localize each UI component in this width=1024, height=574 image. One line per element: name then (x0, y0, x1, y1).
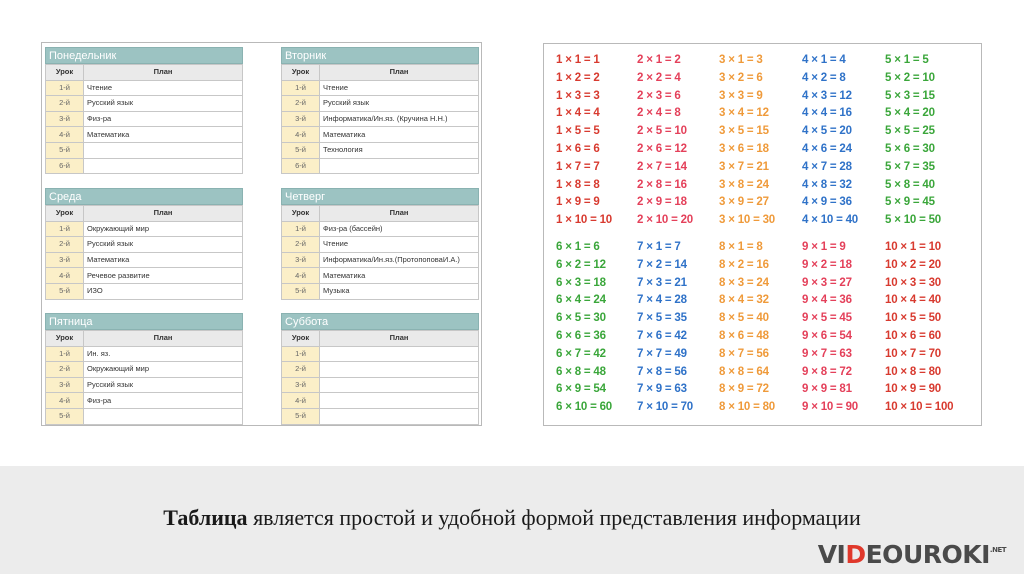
lesson-subject: Русский язык (84, 237, 243, 253)
lesson-number: 2-й (282, 237, 320, 253)
lesson-number: 1-й (282, 221, 320, 237)
mult-fact: 1 × 9 = 9 (556, 196, 600, 209)
lesson-number: 6-й (46, 158, 84, 174)
mult-column-2 (637, 52, 693, 230)
mult-fact: 1 × 2 = 2 (556, 71, 600, 84)
mult-fact: 9 × 10 = 90 (802, 401, 858, 414)
caption-text: является простой и удобной формой представления информации (247, 505, 861, 530)
mult-fact: 3 × 2 = 6 (719, 71, 763, 84)
day-table (45, 330, 243, 425)
mult-fact: 4 × 4 = 16 (802, 107, 852, 120)
mult-fact: 5 × 1 = 5 (885, 54, 929, 66)
slide-caption (0, 505, 1024, 531)
lesson-number: 3-й (282, 252, 320, 268)
mult-fact: 1 × 7 = 7 (556, 160, 600, 173)
mult-column-6 (556, 239, 612, 417)
mult-fact: 5 × 9 = 45 (885, 196, 935, 209)
lesson-subject: Математика (320, 268, 479, 284)
mult-fact: 10 × 4 = 40 (885, 294, 941, 307)
lesson-number: 4-й (282, 393, 320, 409)
lesson-row (46, 142, 243, 158)
lesson-subject: Физ-ра (84, 111, 243, 127)
lesson-row (282, 127, 479, 143)
lesson-row (282, 80, 479, 96)
day-table (45, 64, 243, 174)
lesson-subject: Чтение (320, 237, 479, 253)
mult-fact: 2 × 9 = 18 (637, 196, 687, 209)
lesson-row (282, 408, 479, 424)
lesson-number: 1-й (46, 346, 84, 362)
mult-fact: 4 × 2 = 8 (802, 71, 846, 84)
mult-column-4 (802, 52, 858, 230)
column-header-lesson: Урок (282, 331, 320, 347)
lesson-subject (84, 408, 243, 424)
mult-fact: 8 × 9 = 72 (719, 383, 769, 396)
day-block (45, 188, 243, 300)
lesson-number: 4-й (46, 268, 84, 284)
mult-fact: 7 × 7 = 49 (637, 347, 687, 360)
lesson-subject: Информатика/Ин.яз. (Кручина Н.Н.) (320, 111, 479, 127)
lesson-row (46, 221, 243, 237)
mult-fact: 7 × 4 = 28 (637, 294, 687, 307)
mult-fact: 8 × 7 = 56 (719, 347, 769, 360)
lesson-number: 3-й (46, 111, 84, 127)
lesson-number: 4-й (282, 127, 320, 143)
lesson-subject: Математика (84, 127, 243, 143)
mult-fact: 9 × 1 = 9 (802, 241, 846, 253)
column-header-lesson: Урок (46, 206, 84, 222)
mult-fact: 5 × 10 = 50 (885, 214, 941, 227)
lesson-subject: Математика (84, 252, 243, 268)
lesson-subject: Русский язык (84, 96, 243, 112)
mult-fact: 10 × 9 = 90 (885, 383, 941, 396)
lesson-number: 1-й (46, 80, 84, 96)
lesson-row (282, 96, 479, 112)
mult-fact: 2 × 7 = 14 (637, 160, 687, 173)
mult-fact: 3 × 1 = 3 (719, 54, 763, 66)
column-header-plan: План (84, 331, 243, 347)
lesson-number: 3-й (282, 111, 320, 127)
videouroki-logo: $VIDEOUROKI^{.NET}$ (817, 540, 1006, 569)
lesson-subject (84, 142, 243, 158)
mult-fact: 5 × 4 = 20 (885, 107, 935, 120)
lesson-subject (320, 408, 479, 424)
mult-fact: 9 × 8 = 72 (802, 365, 852, 378)
lesson-number: 4-й (46, 127, 84, 143)
mult-fact: 4 × 3 = 12 (802, 89, 852, 102)
mult-fact: 6 × 2 = 12 (556, 258, 606, 271)
mult-fact: 3 × 5 = 15 (719, 125, 769, 138)
mult-fact: 2 × 4 = 8 (637, 107, 681, 120)
column-header-plan: План (320, 206, 479, 222)
mult-fact: 10 × 7 = 70 (885, 347, 941, 360)
lesson-row (46, 377, 243, 393)
mult-fact: 8 × 8 = 64 (719, 365, 769, 378)
mult-fact: 3 × 7 = 21 (719, 160, 769, 173)
mult-fact: 4 × 8 = 32 (802, 178, 852, 191)
lesson-row (46, 237, 243, 253)
lesson-number: 1-й (282, 346, 320, 362)
lesson-row (282, 221, 479, 237)
mult-fact: 1 × 10 = 10 (556, 214, 612, 227)
lesson-number: 5-й (46, 142, 84, 158)
mult-fact: 2 × 2 = 4 (637, 71, 681, 84)
mult-fact: 10 × 2 = 20 (885, 258, 941, 271)
day-block (281, 188, 479, 300)
mult-fact: 6 × 10 = 60 (556, 401, 612, 414)
mult-fact: 9 × 4 = 36 (802, 294, 852, 307)
mult-fact: 7 × 1 = 7 (637, 241, 681, 253)
mult-fact: 8 × 4 = 32 (719, 294, 769, 307)
mult-column-10 (885, 239, 953, 417)
lesson-row (46, 393, 243, 409)
lesson-row (46, 96, 243, 112)
lesson-subject (320, 393, 479, 409)
mult-fact: 10 × 5 = 50 (885, 312, 941, 325)
lesson-row (46, 111, 243, 127)
mult-fact: 4 × 6 = 24 (802, 142, 852, 155)
mult-fact: 7 × 2 = 14 (637, 258, 687, 271)
lesson-row (282, 237, 479, 253)
mult-fact: 8 × 3 = 24 (719, 276, 769, 289)
lesson-number: 4-й (282, 268, 320, 284)
lesson-subject: Математика (320, 127, 479, 143)
weekly-schedule (41, 42, 482, 426)
day-title: Суббота (281, 313, 479, 330)
mult-fact: 2 × 6 = 12 (637, 142, 687, 155)
mult-fact: 10 × 8 = 80 (885, 365, 941, 378)
day-title: Пятница (45, 313, 243, 330)
lesson-row (282, 252, 479, 268)
day-title: Четверг (281, 188, 479, 205)
mult-fact: 7 × 3 = 21 (637, 276, 687, 289)
mult-fact: 6 × 8 = 48 (556, 365, 606, 378)
lesson-subject (320, 377, 479, 393)
lesson-number: 1-й (282, 80, 320, 96)
lesson-number: 3-й (282, 377, 320, 393)
mult-fact: 10 × 10 = 100 (885, 401, 954, 414)
lesson-number: 2-й (46, 362, 84, 378)
mult-fact: 8 × 1 = 8 (719, 241, 763, 253)
lesson-row (46, 283, 243, 299)
mult-fact: 7 × 8 = 56 (637, 365, 687, 378)
day-title: Вторник (281, 47, 479, 64)
lesson-subject (84, 158, 243, 174)
mult-fact: 4 × 5 = 20 (802, 125, 852, 138)
mult-fact: 9 × 3 = 27 (802, 276, 852, 289)
day-block (45, 313, 243, 425)
lesson-subject (320, 346, 479, 362)
mult-fact: 7 × 6 = 42 (637, 329, 687, 342)
lesson-number: 3-й (46, 377, 84, 393)
mult-fact: 8 × 2 = 16 (719, 258, 769, 271)
mult-fact: 3 × 6 = 18 (719, 142, 769, 155)
mult-fact: 5 × 7 = 35 (885, 160, 935, 173)
lesson-number: 4-й (46, 393, 84, 409)
mult-column-5 (885, 52, 941, 230)
mult-fact: 6 × 7 = 42 (556, 347, 606, 360)
mult-fact: 1 × 4 = 4 (556, 107, 600, 120)
mult-fact: 2 × 3 = 6 (637, 89, 681, 102)
column-header-plan: План (320, 331, 479, 347)
lesson-row (282, 393, 479, 409)
day-table (281, 64, 479, 174)
lesson-row (282, 142, 479, 158)
lesson-row (46, 158, 243, 174)
column-header-lesson: Урок (282, 206, 320, 222)
mult-fact: 9 × 9 = 81 (802, 383, 852, 396)
mult-fact: 1 × 3 = 3 (556, 89, 600, 102)
lesson-subject: Ин. яз. (84, 346, 243, 362)
lesson-subject: Физ-ра (бассейн) (320, 221, 479, 237)
mult-fact: 2 × 10 = 20 (637, 214, 693, 227)
lesson-number: 2-й (282, 362, 320, 378)
mult-fact: 7 × 10 = 70 (637, 401, 693, 414)
mult-fact: 9 × 5 = 45 (802, 312, 852, 325)
lesson-row (282, 111, 479, 127)
lesson-subject: Речевое развитие (84, 268, 243, 284)
lesson-row (282, 158, 479, 174)
mult-fact: 1 × 1 = 1 (556, 54, 600, 66)
mult-fact: 8 × 5 = 40 (719, 312, 769, 325)
lesson-number: 5-й (46, 408, 84, 424)
lesson-row (282, 268, 479, 284)
mult-column-9 (802, 239, 858, 417)
day-block (281, 47, 479, 174)
mult-fact: 3 × 4 = 12 (719, 107, 769, 120)
mult-fact: 1 × 6 = 6 (556, 142, 600, 155)
mult-fact: 3 × 3 = 9 (719, 89, 763, 102)
day-block (281, 313, 479, 425)
mult-fact: 5 × 6 = 30 (885, 142, 935, 155)
column-header-plan: План (84, 65, 243, 81)
mult-fact: 6 × 1 = 6 (556, 241, 600, 253)
lesson-number: 2-й (46, 237, 84, 253)
lesson-number: 1-й (46, 221, 84, 237)
mult-fact: 4 × 10 = 40 (802, 214, 858, 227)
lesson-row (282, 346, 479, 362)
lesson-row (46, 408, 243, 424)
mult-fact: 7 × 9 = 63 (637, 383, 687, 396)
mult-fact: 8 × 10 = 80 (719, 401, 775, 414)
mult-fact: 2 × 5 = 10 (637, 125, 687, 138)
column-header-plan: План (320, 65, 479, 81)
mult-fact: 8 × 6 = 48 (719, 329, 769, 342)
column-header-lesson: Урок (46, 331, 84, 347)
mult-fact: 4 × 9 = 36 (802, 196, 852, 209)
day-table (281, 205, 479, 300)
mult-fact: 2 × 8 = 16 (637, 178, 687, 191)
multiplication-table (543, 43, 982, 426)
mult-fact: 6 × 9 = 54 (556, 383, 606, 396)
column-header-plan: План (84, 206, 243, 222)
mult-fact: 6 × 4 = 24 (556, 294, 606, 307)
mult-fact: 5 × 5 = 25 (885, 125, 935, 138)
lesson-row (46, 127, 243, 143)
lesson-number: 6-й (282, 158, 320, 174)
lesson-row (46, 362, 243, 378)
mult-column-3 (719, 52, 775, 230)
lesson-subject: Технология (320, 142, 479, 158)
lesson-subject (320, 362, 479, 378)
mult-fact: 9 × 6 = 54 (802, 329, 852, 342)
mult-fact: 7 × 5 = 35 (637, 312, 687, 325)
lesson-subject: Чтение (320, 80, 479, 96)
column-header-lesson: Урок (282, 65, 320, 81)
lesson-subject: Русский язык (84, 377, 243, 393)
lesson-row (46, 80, 243, 96)
lesson-row (282, 283, 479, 299)
mult-column-8 (719, 239, 775, 417)
mult-fact: 4 × 7 = 28 (802, 160, 852, 173)
lesson-subject: Чтение (84, 80, 243, 96)
lesson-subject: ИЗО (84, 283, 243, 299)
mult-column-7 (637, 239, 693, 417)
lesson-subject: Информатика/Ин.яз.(ПротопоповаИ.А.) (320, 252, 479, 268)
mult-fact: 3 × 9 = 27 (719, 196, 769, 209)
lesson-subject: Окружающий мир (84, 221, 243, 237)
lesson-number: 2-й (282, 96, 320, 112)
mult-fact: 10 × 3 = 30 (885, 276, 941, 289)
mult-fact: 3 × 8 = 24 (719, 178, 769, 191)
mult-fact: 9 × 7 = 63 (802, 347, 852, 360)
lesson-subject: Музыка (320, 283, 479, 299)
day-table (45, 205, 243, 300)
mult-fact: 4 × 1 = 4 (802, 54, 846, 66)
lesson-row (282, 362, 479, 378)
day-block (45, 47, 243, 174)
mult-fact: 3 × 10 = 30 (719, 214, 775, 227)
lesson-number: 5-й (282, 408, 320, 424)
day-title: Понедельник (45, 47, 243, 64)
lesson-number: 5-й (46, 283, 84, 299)
day-title: Среда (45, 188, 243, 205)
day-table (281, 330, 479, 425)
mult-fact: 9 × 2 = 18 (802, 258, 852, 271)
lesson-subject: Русский язык (320, 96, 479, 112)
mult-fact: 5 × 3 = 15 (885, 89, 935, 102)
lesson-subject: Окружающий мир (84, 362, 243, 378)
lesson-number: 5-й (282, 142, 320, 158)
lesson-number: 2-й (46, 96, 84, 112)
lesson-row (46, 252, 243, 268)
mult-fact: 2 × 1 = 2 (637, 54, 681, 66)
lesson-row (46, 346, 243, 362)
lesson-subject (320, 158, 479, 174)
mult-fact: 6 × 6 = 36 (556, 329, 606, 342)
lesson-number: 3-й (46, 252, 84, 268)
mult-fact: 6 × 5 = 30 (556, 312, 606, 325)
lesson-row (282, 377, 479, 393)
mult-fact: 5 × 2 = 10 (885, 71, 935, 84)
column-header-lesson: Урок (46, 65, 84, 81)
lesson-number: 5-й (282, 283, 320, 299)
mult-column-1 (556, 52, 612, 230)
mult-fact: 5 × 8 = 40 (885, 178, 935, 191)
lesson-subject: Физ-ра (84, 393, 243, 409)
mult-fact: 10 × 1 = 10 (885, 241, 941, 253)
mult-fact: 6 × 3 = 18 (556, 276, 606, 289)
mult-fact: 10 × 6 = 60 (885, 329, 941, 342)
lesson-row (46, 268, 243, 284)
mult-fact: 1 × 8 = 8 (556, 178, 600, 191)
caption-bold: Таблица (163, 505, 248, 530)
mult-fact: 1 × 5 = 5 (556, 125, 600, 138)
